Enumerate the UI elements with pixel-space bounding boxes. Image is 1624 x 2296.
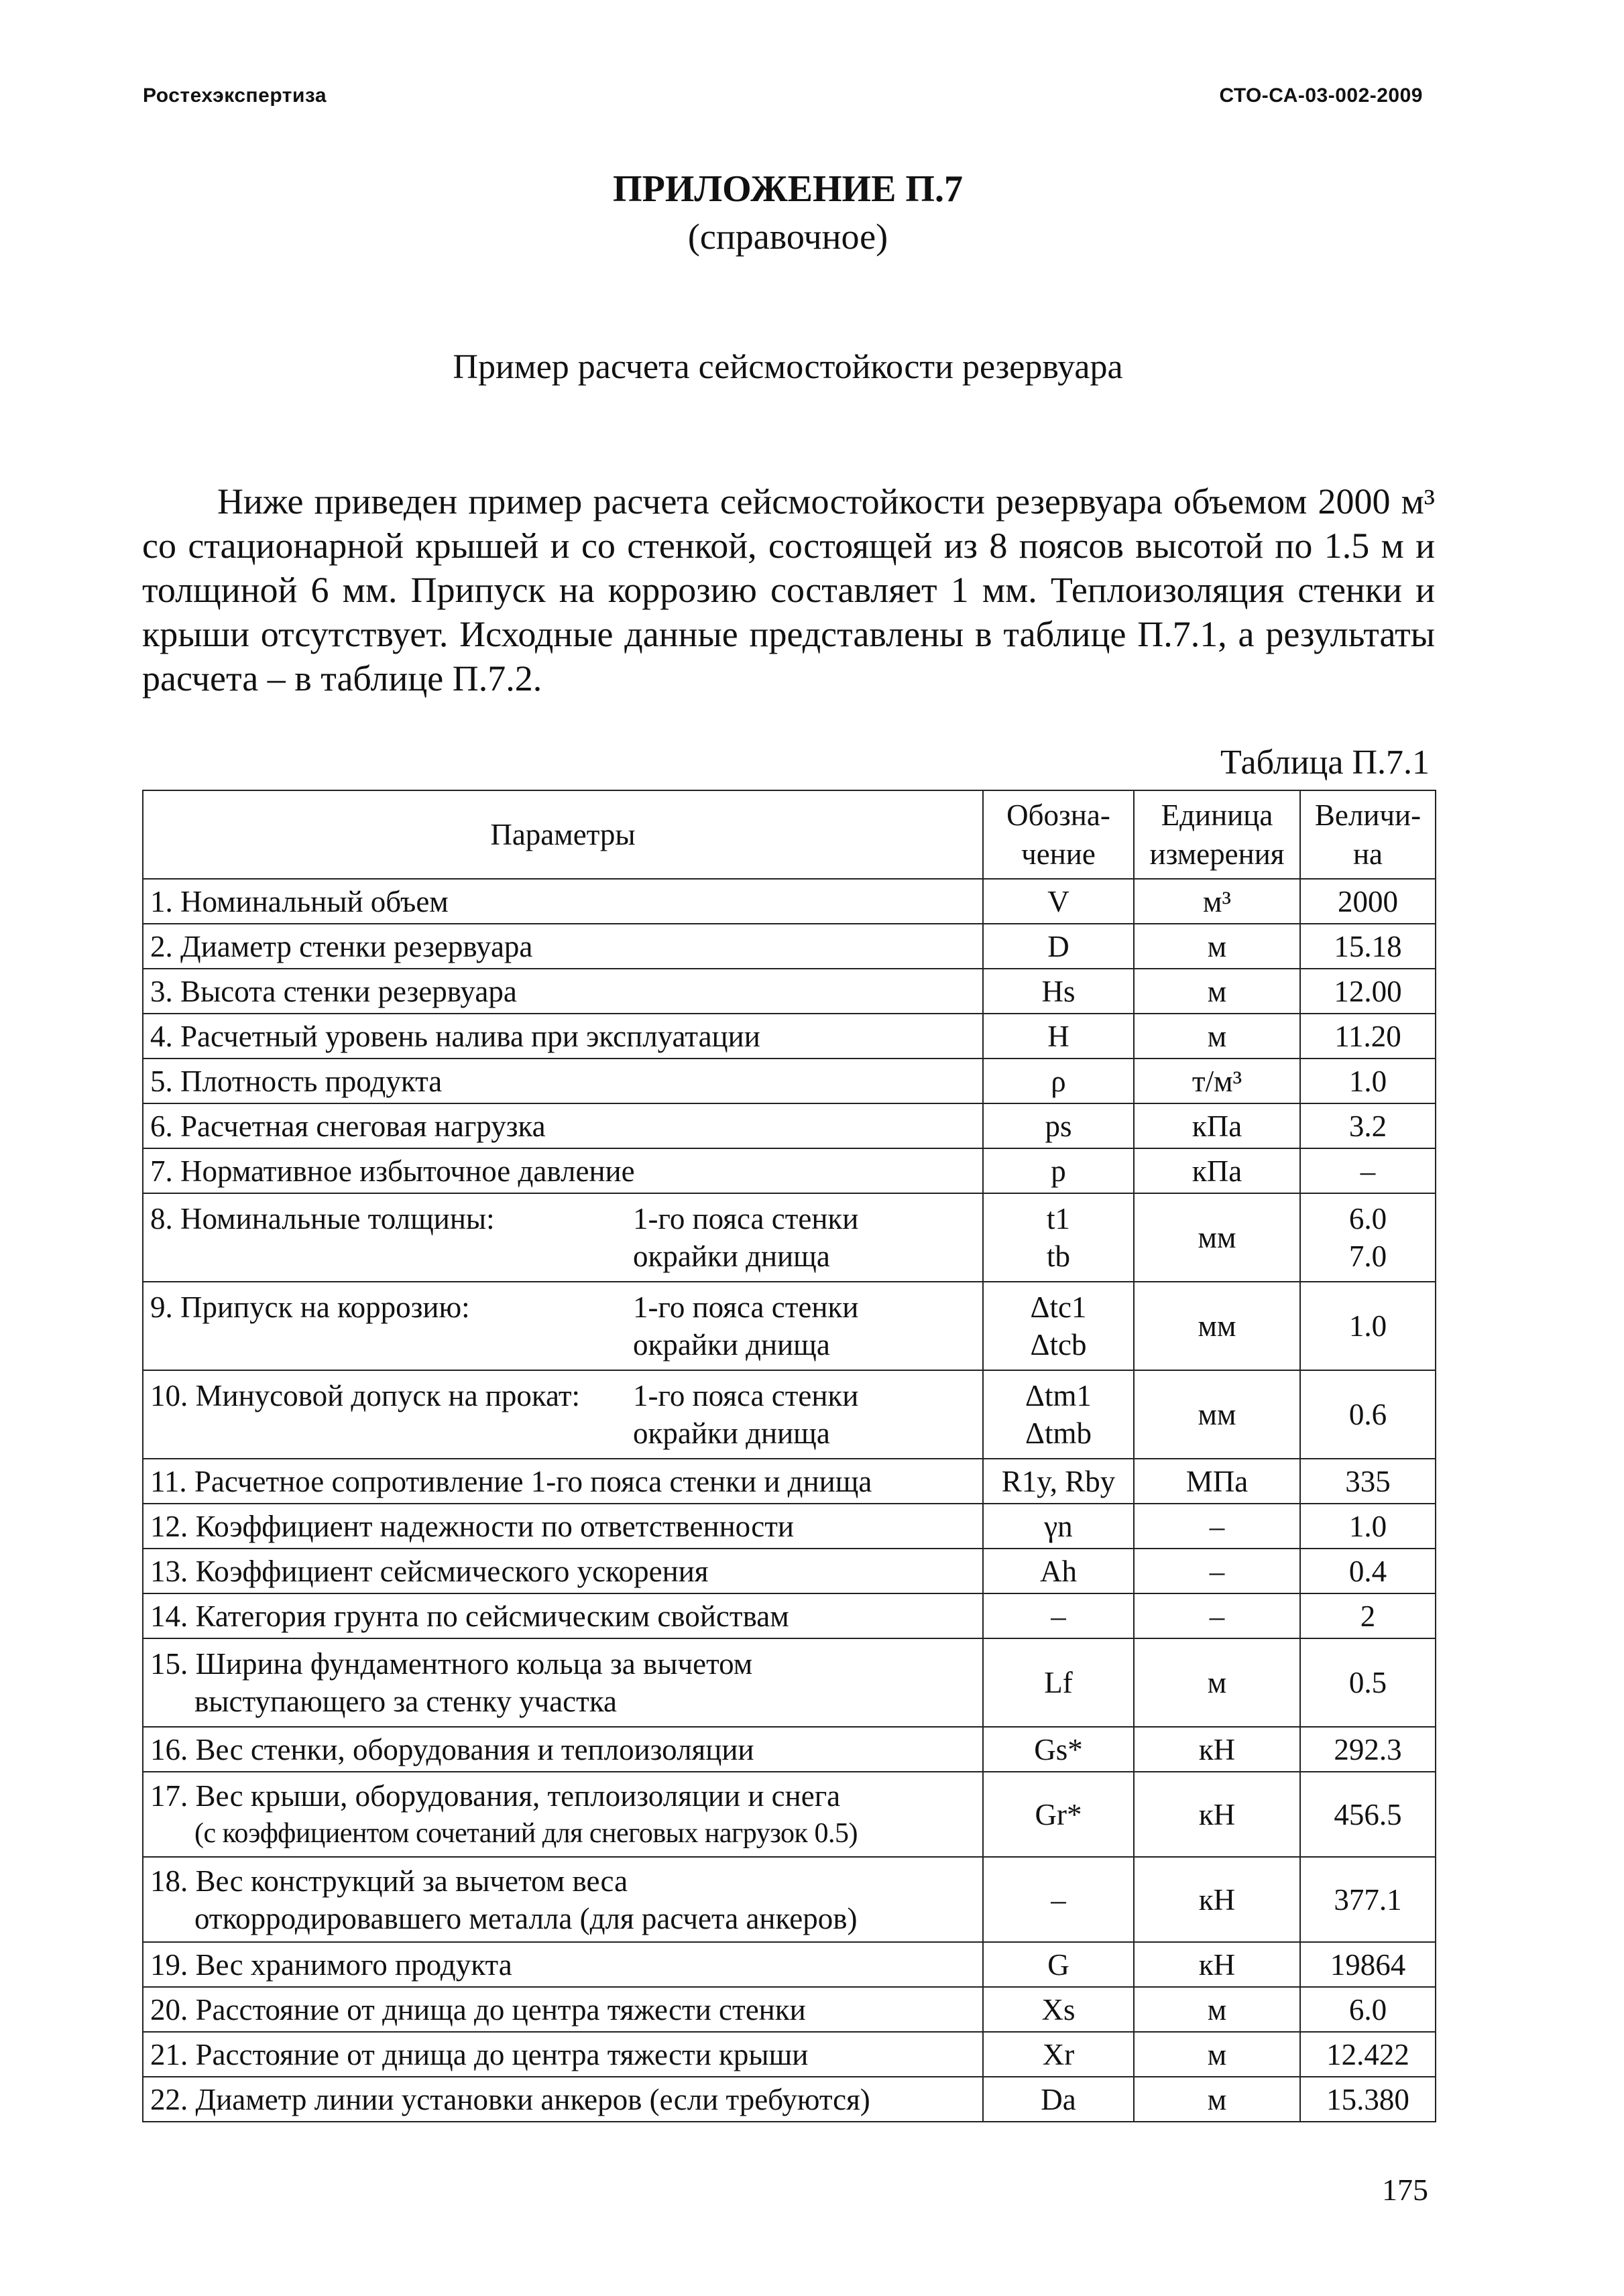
row-sym: V [983, 879, 1134, 924]
row-unit: кН [1134, 1857, 1300, 1942]
row-value: 3.2 [1300, 1103, 1436, 1148]
row-param-main: 8. Номинальные толщины: [150, 1202, 495, 1235]
row-unit: – [1134, 1593, 1300, 1638]
row-value: 6.0 [1300, 1987, 1436, 2032]
row-param [143, 1282, 983, 1370]
row-param: 22. Диаметр линии установки анкеров (если требуются) [143, 2077, 983, 2122]
table-row [143, 1282, 1436, 1370]
table-row [143, 1638, 1436, 1727]
row-unit: м [1134, 1014, 1300, 1059]
table-row [143, 1459, 1436, 1504]
row-unit: мм [1134, 1282, 1300, 1370]
row-param-sub2: окрайки днища [633, 1416, 830, 1450]
row-param-sub1: 1-го пояса стенки [633, 1379, 859, 1412]
row-param-main: 9. Припуск на коррозию: [150, 1290, 470, 1324]
row-param-line2: выступающего за стенку участка [194, 1685, 617, 1718]
row-value: 12.422 [1300, 2032, 1436, 2077]
row-param [143, 1193, 983, 1282]
table-row [143, 1059, 1436, 1103]
row-unit: м [1134, 924, 1300, 969]
row-param-line1: 15. Ширина фундаментного кольца за вычетом [150, 1647, 753, 1681]
row-value: 2000 [1300, 879, 1436, 924]
row-sym: Lf [983, 1638, 1134, 1727]
row-param: 2. Диаметр стенки резервуара [143, 924, 983, 969]
row-unit: м³ [1134, 879, 1300, 924]
row-param-line1: 18. Вес конструкций за вычетом веса [150, 1864, 628, 1898]
row-sym: ρ [983, 1059, 1134, 1103]
row-sym-1: t1 [1046, 1202, 1070, 1235]
row-sym: H [983, 1014, 1134, 1059]
row-param: 11. Расчетное сопротивление 1-го пояса стенки и днища [143, 1459, 983, 1504]
row-sym: Ah [983, 1549, 1134, 1593]
row-unit: т/м³ [1134, 1059, 1300, 1103]
row-param: 5. Плотность продукта [143, 1059, 983, 1103]
row-unit: кПа [1134, 1103, 1300, 1148]
row-param: 1. Номинальный объем [143, 879, 983, 924]
table-row [143, 1370, 1436, 1459]
row-unit: м [1134, 969, 1300, 1014]
row-param: 13. Коэффициент сейсмического ускорения [143, 1549, 983, 1593]
row-value: 19864 [1300, 1942, 1436, 1987]
row-value: 292.3 [1300, 1727, 1436, 1772]
intro-paragraph [142, 479, 1435, 701]
row-value-1: 6.0 [1348, 1202, 1387, 1235]
row-value: 1.0 [1300, 1504, 1436, 1549]
row-sym: D [983, 924, 1134, 969]
header-doc-code: СТО-СА-03-002-2009 [1219, 84, 1423, 107]
table-row [143, 1593, 1436, 1638]
table-row [143, 1772, 1436, 1857]
row-sym: Xr [983, 2032, 1134, 2077]
row-unit: – [1134, 1549, 1300, 1593]
th-unit: Единица измерения [1134, 790, 1300, 879]
row-param [143, 1370, 983, 1459]
row-param [143, 1638, 983, 1727]
row-param: 14. Категория грунта по сейсмическим свойствам [143, 1593, 983, 1638]
row-value: 0.6 [1300, 1370, 1436, 1459]
table-row [143, 1727, 1436, 1772]
row-unit: кН [1134, 1942, 1300, 1987]
th-param: Параметры [143, 790, 983, 879]
params-table [142, 790, 1436, 2122]
row-sym-2: Δtmb [1025, 1416, 1092, 1450]
row-unit: мм [1134, 1370, 1300, 1459]
row-param-sub1: 1-го пояса стенки [633, 1202, 859, 1235]
row-sym: Xs [983, 1987, 1134, 2032]
row-value: 2 [1300, 1593, 1436, 1638]
header-org: Ростехэкспертиза [143, 84, 327, 107]
table-row [143, 1504, 1436, 1549]
table-caption: Таблица П.7.1 [1220, 743, 1430, 782]
row-sym: Gr* [983, 1772, 1134, 1857]
table-row [143, 1014, 1436, 1059]
row-param-sub2: окрайки днища [633, 1328, 830, 1362]
row-unit: МПа [1134, 1459, 1300, 1504]
row-sym [983, 1193, 1134, 1282]
row-sym-2: tb [1046, 1240, 1070, 1273]
row-value: 11.20 [1300, 1014, 1436, 1059]
row-param-sub2: окрайки днища [633, 1240, 830, 1273]
row-param: 3. Высота стенки резервуара [143, 969, 983, 1014]
row-sym: Da [983, 2077, 1134, 2122]
row-param: 21. Расстояние от днища до центра тяжести крыши [143, 2032, 983, 2077]
table-row [143, 879, 1436, 924]
table-row [143, 1857, 1436, 1942]
row-param: 4. Расчетный уровень налива при эксплуатации [143, 1014, 983, 1059]
row-param: 6. Расчетная снеговая нагрузка [143, 1103, 983, 1148]
row-sym: – [983, 1593, 1134, 1638]
table-row [143, 969, 1436, 1014]
table-row [143, 1193, 1436, 1282]
row-value: 335 [1300, 1459, 1436, 1504]
table-row [143, 1942, 1436, 1987]
row-param [143, 1772, 983, 1857]
row-value: 15.18 [1300, 924, 1436, 969]
row-value-2: 7.0 [1348, 1240, 1387, 1273]
row-sym: ps [983, 1103, 1134, 1148]
row-value: 0.4 [1300, 1549, 1436, 1593]
table-row [143, 1987, 1436, 2032]
row-value: 456.5 [1300, 1772, 1436, 1857]
row-param [143, 1857, 983, 1942]
row-param-line2: откорродировавшего металла (для расчета анкеров) [194, 1901, 858, 1935]
table-row [143, 1549, 1436, 1593]
table-header-row [143, 790, 1436, 879]
row-param-main: 10. Минусовой допуск на прокат: [150, 1379, 581, 1412]
row-unit: м [1134, 2077, 1300, 2122]
intro-text: Ниже приведен пример расчета сейсмостойкости резервуара объемом 2000 м³ со стационарной крышей и со стенкой, состоящей из 8 поясов высотой по 1.5 м и толщиной 6 мм. Припуск на коррозию составляет 1 мм. Теплоизоляция стенки и крыши отсутствует. Исходные данные представлены в таблице П.7.1, а результаты расчета – в таблице П.7.2. [142, 481, 1435, 699]
row-sym-1: Δtc1 [1030, 1290, 1087, 1324]
row-param: 20. Расстояние от днища до центра тяжести стенки [143, 1987, 983, 2032]
row-param-sub1: 1-го пояса стенки [633, 1290, 859, 1324]
row-param-line2: (с коэффициентом сочетаний для снеговых нагрузок 0.5) [194, 1817, 858, 1849]
row-unit: кПа [1134, 1148, 1300, 1193]
th-value: Величи-на [1300, 790, 1436, 879]
row-value: 15.380 [1300, 2077, 1436, 2122]
row-value: 377.1 [1300, 1857, 1436, 1942]
row-value: 1.0 [1300, 1059, 1436, 1103]
row-unit: м [1134, 1987, 1300, 2032]
table-row [143, 2077, 1436, 2122]
appendix-title: ПРИЛОЖЕНИЕ П.7 [613, 168, 963, 210]
row-param: 7. Нормативное избыточное давление [143, 1148, 983, 1193]
row-value: – [1300, 1148, 1436, 1193]
row-sym: γn [983, 1504, 1134, 1549]
row-value: 0.5 [1300, 1638, 1436, 1727]
appendix-heading: Пример расчета сейсмостойкости резервуара [453, 348, 1123, 386]
table-row [143, 924, 1436, 969]
row-sym [983, 1370, 1134, 1459]
row-sym [983, 1282, 1134, 1370]
row-sym: – [983, 1857, 1134, 1942]
row-param-line1: 17. Вес крыши, оборудования, теплоизоляции и снега [150, 1778, 841, 1813]
row-unit: – [1134, 1504, 1300, 1549]
row-unit: кН [1134, 1772, 1300, 1857]
row-value: 12.00 [1300, 969, 1436, 1014]
table-row [143, 1148, 1436, 1193]
row-sym: Gs* [983, 1727, 1134, 1772]
row-param: 19. Вес хранимого продукта [143, 1942, 983, 1987]
row-sym-2: Δtcb [1030, 1328, 1087, 1362]
row-unit: м [1134, 1638, 1300, 1727]
row-sym: R1y, Rby [983, 1459, 1134, 1504]
row-value [1300, 1193, 1436, 1282]
row-param: 12. Коэффициент надежности по ответственности [143, 1504, 983, 1549]
row-sym: p [983, 1148, 1134, 1193]
row-sym: Hs [983, 969, 1134, 1014]
th-sym: Обозна-чение [983, 790, 1134, 879]
row-unit: кН [1134, 1727, 1300, 1772]
row-value: 1.0 [1300, 1282, 1436, 1370]
appendix-subtitle: (справочное) [687, 217, 888, 257]
row-sym-1: Δtm1 [1025, 1379, 1092, 1412]
row-sym: G [983, 1942, 1134, 1987]
page-number: 175 [1382, 2173, 1428, 2207]
table-row [143, 2032, 1436, 2077]
row-param: 16. Вес стенки, оборудования и теплоизоляции [143, 1727, 983, 1772]
row-unit: м [1134, 2032, 1300, 2077]
table-row [143, 1103, 1436, 1148]
row-unit: мм [1134, 1193, 1300, 1282]
